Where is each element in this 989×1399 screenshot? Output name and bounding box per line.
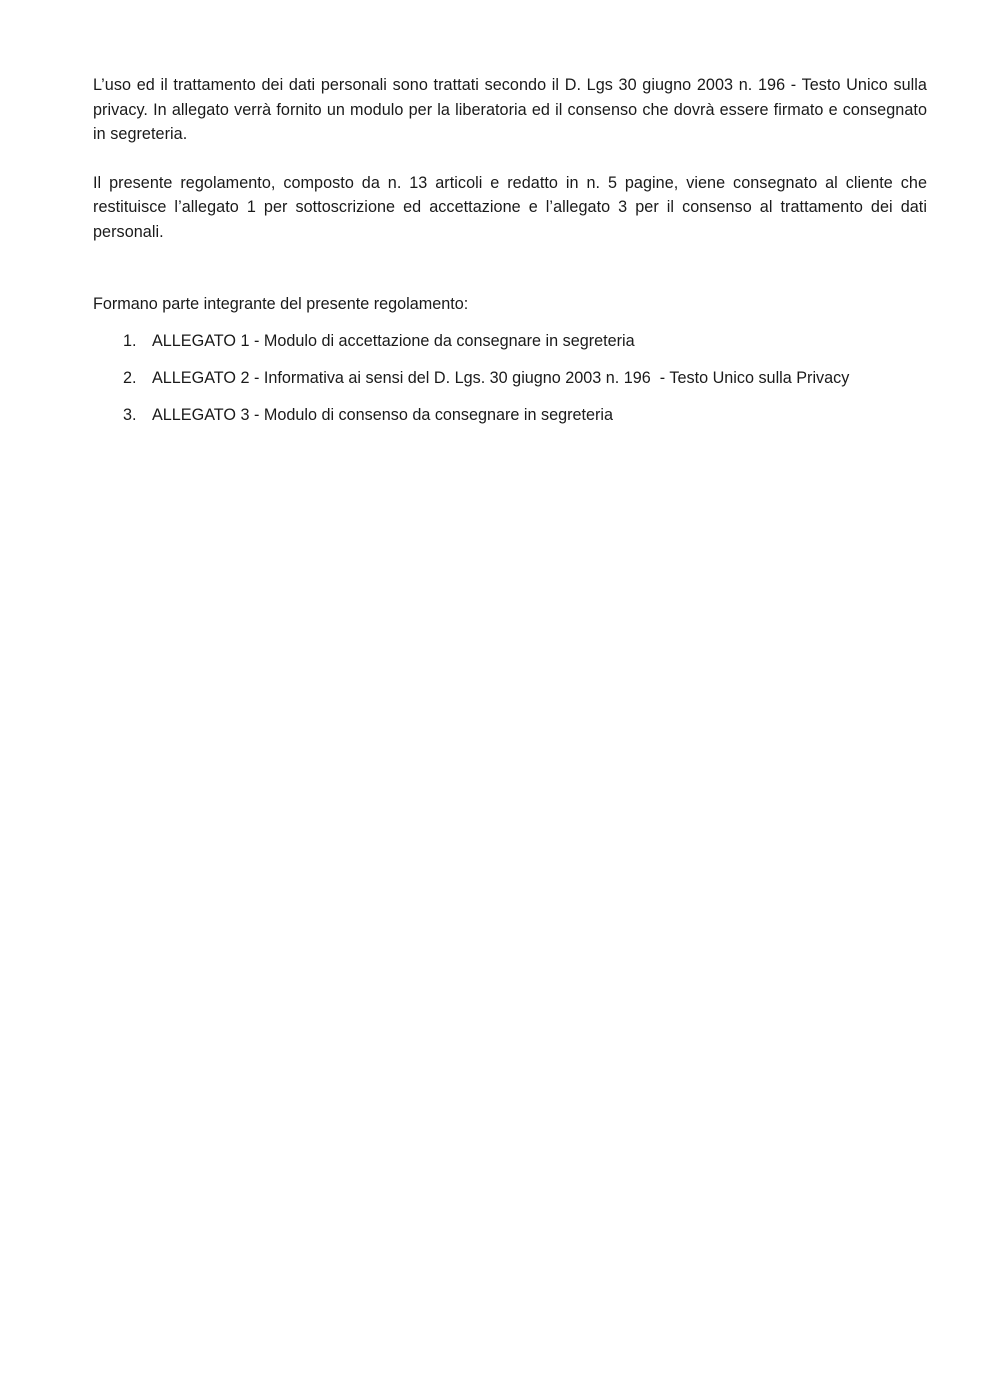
regulation-paragraph: Il presente regolamento, composto da n. 13 articoli e redatto in n. 5 pagine, viene consegnato al cliente che restituisce l’allegato 1 per sottoscrizione ed accettazione e l’allegato 3 per il consenso al trattamento dei dati personali.: [93, 173, 927, 241]
list-item-text: ALLEGATO 3 - Modulo di consenso da consegnare in segreteria: [152, 405, 614, 424]
list-item: [93, 366, 927, 391]
attachments-intro: Formano parte integrante del presente regolamento:: [93, 295, 469, 313]
list-item-text: ALLEGATO 2 - Informativa ai sensi del D. Lgs. 30 giugno 2003 n. 196 - Testo Unico sulla Privacy: [152, 368, 850, 387]
attachments-list: [93, 329, 927, 428]
list-item: [93, 329, 927, 354]
list-item: [93, 403, 927, 428]
document-body: [93, 73, 927, 440]
privacy-paragraph: L’uso ed il trattamento dei dati personali sono trattati secondo il D. Lgs 30 giugno 2003 n. 196 - Testo Unico sulla privacy. In allegato verrà fornito un modulo per la liberatoria ed il consenso che dovrà essere firmato e consegnato in segreteria.: [93, 76, 927, 143]
list-item-number: 2.: [123, 368, 137, 387]
list-item-text: ALLEGATO 1 - Modulo di accettazione da consegnare in segreteria: [152, 331, 635, 350]
list-item-number: 3.: [123, 405, 137, 424]
list-item-number: 1.: [123, 331, 137, 350]
